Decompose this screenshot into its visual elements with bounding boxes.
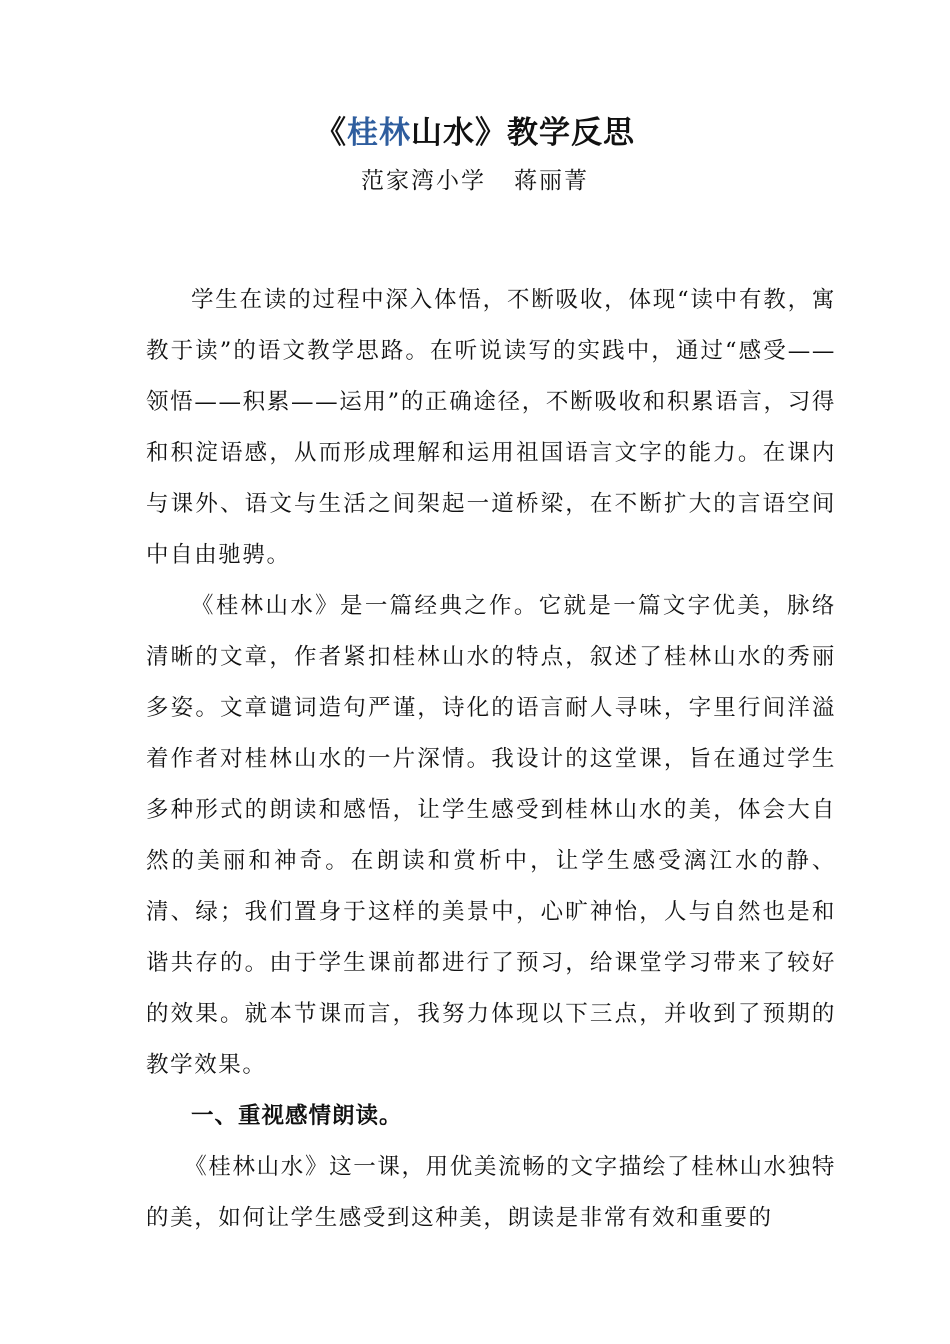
paragraph-1: 学生在读的过程中深入体悟，不断吸收，体现“读中有教，寓教于读”的语文教学思路。在听说读写的实践中，通过“感受——领悟——积累——运用”的正确途径，不断吸收和积累语言，习得和积淀语感，从而形成理解和运用祖国语言文字的能力。在课内与课外、语文与生活之间架起一道桥梁，在不断扩大的言语空间中自由驰骋。 [146,287,836,568]
document-body [146,275,836,1244]
author-line: 范家湾小学 蒋丽菁 [361,168,589,194]
title-prefix: 《 [315,115,347,151]
document-title [0,110,950,156]
paragraph-2: 《桂林山水》是一篇经典之作。它就是一篇文字优美，脉络清晰的文章，作者紧扣桂林山水的特点，叙述了桂林山水的秀丽多姿。文章谴词造句严谨，诗化的语言耐人寻味，字里行间洋溢着作者对桂林山水的一片深情。我设计的这堂课，旨在通过学生多种形式的朗读和感悟，让学生感受到桂林山水的美，体会大自然的美丽和神奇。在朗读和赏析中，让学生感受漓江水的静、清、绿；我们置身于这样的美景中，心旷神怡，人与自然也是和谐共存的。由于学生课前都进行了预习，给课堂学习带来了较好的效果。就本节课而言，我努力体现以下三点，并收到了预期的教学效果。 [146,593,836,1078]
section-heading-1: 一、重视感情朗读。 [191,1103,403,1129]
title-accent: 桂林 [347,115,411,151]
title-suffix: 山水》教学反思 [411,115,635,151]
paragraph-3: 《桂林山水》这一课，用优美流畅的文字描绘了桂林山水独特的美，如何让学生感受到这种美，朗读是非常有效和重要的 [146,1154,836,1231]
